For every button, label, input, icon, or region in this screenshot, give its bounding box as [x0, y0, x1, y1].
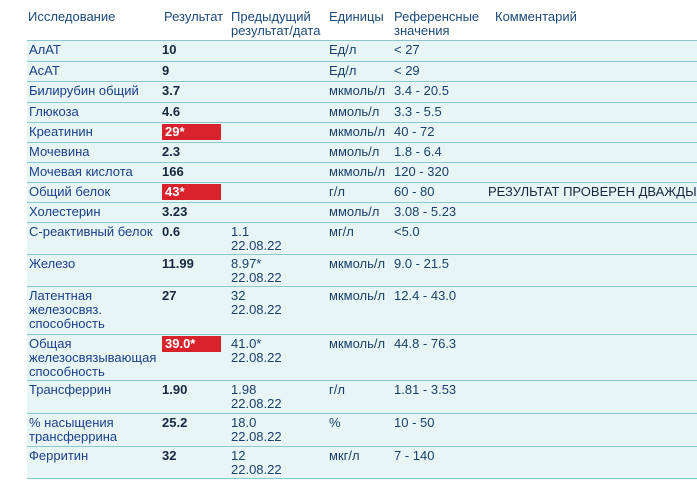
test-name: Креатинин [29, 124, 93, 139]
result-value: 0.6 [162, 224, 181, 239]
units: ммоль/л [329, 204, 380, 219]
result-value: 166 [162, 164, 184, 179]
reference-range: 7 - 140 [394, 448, 435, 463]
result-value: 32 [162, 448, 177, 463]
result-value: 10 [162, 42, 177, 57]
reference-range: 44.8 - 76.3 [394, 336, 457, 351]
table-row [27, 380, 697, 413]
table-row [27, 446, 697, 478]
previous-date: 22.08.22 [231, 302, 282, 317]
test-name: Глюкоза [29, 104, 79, 119]
reference-range: 1.81 - 3.53 [394, 382, 457, 397]
previous-date: 22.08.22 [231, 396, 282, 411]
previous-date: 22.08.22 [231, 270, 282, 285]
reference-range: 1.8 - 6.4 [394, 144, 442, 159]
reference-range: 120 - 320 [394, 164, 449, 179]
reference-range: 3.08 - 5.23 [394, 204, 457, 219]
reference-range: < 27 [394, 42, 420, 57]
units: г/л [329, 184, 345, 199]
previous-result [231, 383, 282, 411]
reference-range: 3.3 - 5.5 [394, 104, 442, 119]
table-row [27, 222, 697, 254]
test-name: Холестерин [29, 204, 101, 219]
header-test: Исследование [28, 9, 116, 24]
result-value: 27 [162, 288, 177, 303]
result-value: 4.6 [162, 104, 181, 119]
header-comment: Комментарий [495, 9, 577, 24]
reference-range: 40 - 72 [394, 124, 435, 139]
table-row [27, 182, 697, 202]
previous-value: 18.0 [231, 415, 257, 430]
test-name: Мочевина [29, 144, 90, 159]
test-name: С-реактивный белок [29, 224, 153, 239]
units: г/л [329, 382, 345, 397]
header-previous-line2: результат/дата [231, 23, 321, 38]
result-value-abnormal: 43* [162, 184, 221, 200]
test-name: Общий белок [29, 184, 111, 199]
units: мг/л [329, 224, 354, 239]
test-name: АлАТ [29, 42, 61, 57]
units: % [329, 415, 341, 430]
header-ref-line2: значения [394, 23, 450, 38]
result-value: 3.7 [162, 83, 181, 98]
previous-value: 1.1 [231, 224, 250, 239]
units: ммоль/л [329, 144, 380, 159]
previous-value: 1.98 [231, 382, 257, 397]
previous-date: 22.08.22 [231, 238, 282, 253]
result-value: 9 [162, 63, 170, 78]
test-name: Мочевая кислота [29, 164, 133, 179]
result-value-abnormal: 39.0* [162, 336, 221, 352]
units: мкмоль/л [329, 83, 386, 98]
test-name: Латентная железосвяз. способность [29, 288, 105, 331]
units: мкмоль/л [329, 336, 386, 351]
test-name: Билирубин общий [29, 83, 139, 98]
table-row [27, 413, 697, 446]
previous-date: 22.08.22 [231, 429, 282, 444]
units: мкмоль/л [329, 124, 386, 139]
units: мкмоль/л [329, 256, 386, 271]
result-value: 1.90 [162, 382, 188, 397]
units: Ед/л [329, 42, 357, 57]
header-result: Результат [164, 9, 224, 24]
table-row [27, 162, 697, 182]
previous-value: 8.97* [231, 256, 262, 271]
reference-range: < 29 [394, 63, 420, 78]
units: мкмоль/л [329, 164, 386, 179]
header-units: Единицы [329, 9, 384, 24]
previous-date: 22.08.22 [231, 462, 282, 477]
test-name: АсАТ [29, 63, 60, 78]
test-name: Общая железосвязывающая способность [29, 336, 157, 379]
previous-result [231, 449, 282, 477]
previous-result [231, 416, 282, 444]
reference-range: <5.0 [394, 224, 420, 239]
test-name: Железо [29, 256, 76, 271]
table-bottom-border [27, 478, 697, 479]
table-row [27, 40, 697, 61]
units: мкмоль/л [329, 288, 386, 303]
table-row [27, 81, 697, 102]
table-row [27, 61, 697, 81]
table-row [27, 142, 697, 162]
previous-value: 32 [231, 288, 246, 303]
header-previous [231, 10, 320, 38]
test-name: Трансферрин [29, 382, 112, 397]
table-row [27, 202, 697, 222]
table-row [27, 122, 697, 142]
result-value: 25.2 [162, 415, 188, 430]
units: ммоль/л [329, 104, 380, 119]
units: мкг/л [329, 448, 360, 463]
reference-range: 9.0 - 21.5 [394, 256, 449, 271]
previous-result [231, 257, 282, 285]
reference-range: 12.4 - 43.0 [394, 288, 457, 303]
reference-range: 10 - 50 [394, 415, 435, 430]
table-row [27, 286, 697, 334]
previous-result [231, 289, 282, 317]
result-value: 11.99 [162, 256, 194, 271]
previous-value: 41.0* [231, 336, 262, 351]
previous-value: 12 [231, 448, 246, 463]
reference-range: 60 - 80 [394, 184, 435, 199]
result-value: 2.3 [162, 144, 181, 159]
previous-result [231, 225, 282, 253]
units: Ед/л [329, 63, 357, 78]
result-value-abnormal: 29* [162, 124, 221, 140]
header-ref-line1: Референсные [394, 9, 480, 24]
reference-range: 3.4 - 20.5 [394, 83, 449, 98]
table-row [27, 334, 697, 380]
result-value: 3.23 [162, 204, 188, 219]
previous-date: 22.08.22 [231, 350, 282, 365]
test-name: % насыщения трансферрина [29, 415, 118, 444]
table-row [27, 102, 697, 122]
header-ref [394, 10, 479, 38]
table-row [27, 254, 697, 286]
comment: РЕЗУЛЬТАТ ПРОВЕРЕН ДВАЖДЫ [488, 184, 697, 199]
previous-result [231, 337, 282, 365]
test-name: Ферритин [29, 448, 89, 463]
header-previous-line1: Предыдущий [231, 9, 311, 24]
